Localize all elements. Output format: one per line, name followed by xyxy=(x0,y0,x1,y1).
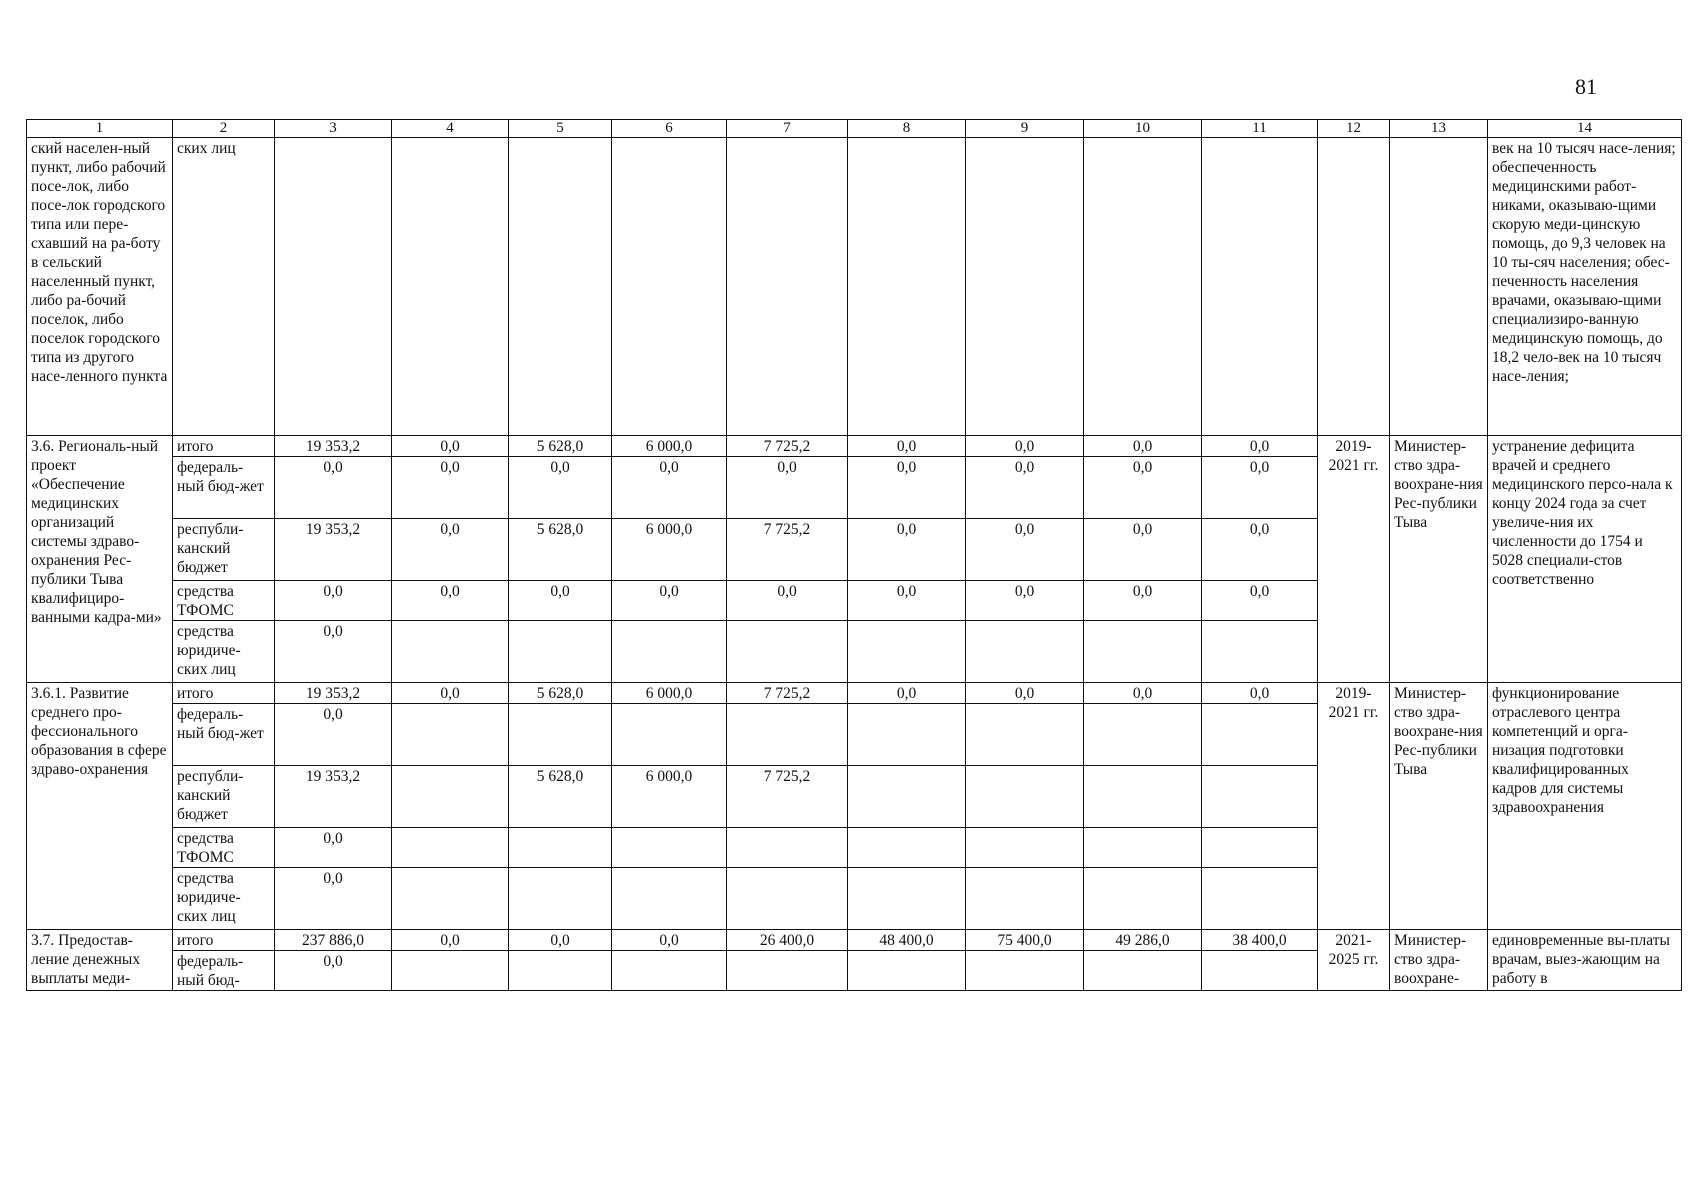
col-header: 7 xyxy=(727,120,848,138)
measure-name-cell: 3.7. Предостав-ление денежных выплаты меди- xyxy=(27,930,173,991)
amount-cell xyxy=(509,704,612,766)
amount-cell xyxy=(848,704,966,766)
amount-cell: 5 628,0 xyxy=(509,683,612,704)
amount-cell: 19 353,2 xyxy=(275,683,392,704)
amount-cell: 0,0 xyxy=(848,519,966,581)
amount-cell: 0,0 xyxy=(1202,436,1318,457)
amount-cell xyxy=(1202,704,1318,766)
amount-cell xyxy=(1202,621,1318,683)
funding-source-cell: средства юридиче-ских лиц xyxy=(173,868,275,930)
amount-cell xyxy=(966,704,1084,766)
result-cell: устранение дефицита врачей и среднего медицинского персо-нала к концу 2024 года за счет увеличе-ния их численности до 1754 и 5028 специали-стов соответственно xyxy=(1488,436,1682,683)
amount-cell xyxy=(1084,868,1202,930)
amount-cell: 0,0 xyxy=(612,581,727,621)
amount-cell: 0,0 xyxy=(1084,457,1202,519)
amount-cell xyxy=(509,868,612,930)
amount-cell: 0,0 xyxy=(509,930,612,951)
amount-cell: 0,0 xyxy=(1202,683,1318,704)
amount-cell: 0,0 xyxy=(275,828,392,868)
amount-cell xyxy=(966,868,1084,930)
funding-source-cell: итого xyxy=(173,683,275,704)
amount-cell: 0,0 xyxy=(509,457,612,519)
amount-cell xyxy=(392,868,509,930)
amount-cell xyxy=(966,621,1084,683)
amount-cell: 0,0 xyxy=(612,930,727,951)
amount-cell: 48 400,0 xyxy=(848,930,966,951)
amount-cell: 0,0 xyxy=(1084,436,1202,457)
funding-source-cell: федераль-ный бюд-жет xyxy=(173,704,275,766)
amount-cell: 6 000,0 xyxy=(612,766,727,828)
col-header: 8 xyxy=(848,120,966,138)
amount-cell xyxy=(966,951,1084,991)
amount-cell: 0,0 xyxy=(966,457,1084,519)
col-header: 2 xyxy=(173,120,275,138)
amount-cell: 0,0 xyxy=(848,581,966,621)
col-header: 3 xyxy=(275,120,392,138)
amount-cell xyxy=(966,766,1084,828)
amount-cell: 19 353,2 xyxy=(275,436,392,457)
amount-cell: 0,0 xyxy=(1084,519,1202,581)
amount-cell xyxy=(848,951,966,991)
col-header: 5 xyxy=(509,120,612,138)
amount-cell xyxy=(727,828,848,868)
amount-cell: 0,0 xyxy=(275,704,392,766)
amount-cell: 6 000,0 xyxy=(612,436,727,457)
amount-cell: 7 725,2 xyxy=(727,683,848,704)
amount-cell xyxy=(1202,828,1318,868)
amount-cell: 0,0 xyxy=(727,581,848,621)
amount-cell: 0,0 xyxy=(275,581,392,621)
amount-cell: 5 628,0 xyxy=(509,766,612,828)
amount-cell: 7 725,2 xyxy=(727,519,848,581)
funding-source-cell: средства ТФОМС xyxy=(173,828,275,868)
executor-cell: Министер-ство здра-воохране-ния Рес-публики Тыва xyxy=(1390,436,1488,683)
amount-cell: 0,0 xyxy=(392,519,509,581)
budget-table xyxy=(26,119,1682,991)
funding-source-cell: республи-канский бюджет xyxy=(173,519,275,581)
amount-cell xyxy=(392,951,509,991)
amount-cell xyxy=(392,621,509,683)
amount-cell xyxy=(1084,766,1202,828)
amount-cell: 0,0 xyxy=(966,581,1084,621)
col-header: 6 xyxy=(612,120,727,138)
amount-cell: 7 725,2 xyxy=(727,766,848,828)
funding-source-cell: республи-канский бюджет xyxy=(173,766,275,828)
amount-cell: 0,0 xyxy=(275,868,392,930)
funding-source-cell: федераль-ный бюд- xyxy=(173,951,275,991)
amount-cell: 0,0 xyxy=(392,930,509,951)
amount-cell xyxy=(392,704,509,766)
amount-cell: 19 353,2 xyxy=(275,766,392,828)
measure-name-cell: 3.6.1. Развитие среднего про-фессионального образования в сфере здраво-охранения xyxy=(27,683,173,930)
amount-cell: 0,0 xyxy=(392,457,509,519)
amount-cell xyxy=(1202,951,1318,991)
amount-cell: 0,0 xyxy=(1202,581,1318,621)
amount-cell: 0,0 xyxy=(1202,457,1318,519)
amount-cell: 0,0 xyxy=(1084,581,1202,621)
funding-source-cell: средства ТФОМС xyxy=(173,581,275,621)
amount-cell xyxy=(509,951,612,991)
column-number-row xyxy=(27,120,1682,138)
amount-cell xyxy=(1202,868,1318,930)
amount-cell: 0,0 xyxy=(848,683,966,704)
amount-cell xyxy=(1084,704,1202,766)
amount-cell xyxy=(1202,766,1318,828)
funding-source-cell: федераль-ный бюд-жет xyxy=(173,457,275,519)
amount-cell xyxy=(392,766,509,828)
amount-cell xyxy=(1084,828,1202,868)
amount-cell: 0,0 xyxy=(509,581,612,621)
amount-cell: 75 400,0 xyxy=(966,930,1084,951)
amount-cell xyxy=(727,704,848,766)
amount-cell: 0,0 xyxy=(966,519,1084,581)
amount-cell: 0,0 xyxy=(392,581,509,621)
result-cell: век на 10 тысяч насе-ления; обеспеченность медицинскими работ-никами, оказываю-щими скорую меди-цинскую помощь, до 9,3 человек на 10 ты-сяч населения; обес-печенность населения врачами, оказываю-щими специализиро-ванную медицинскую помощь, до 18,2 чело-век на 10 тысяч насе-ления; xyxy=(1488,138,1682,436)
funding-source-cell: итого xyxy=(173,436,275,457)
amount-cell xyxy=(848,621,966,683)
funding-source-cell: итого xyxy=(173,930,275,951)
measure-name-cell: 3.6. Региональ-ный проект «Обеспечение медицинских организаций системы здраво-охранения Рес-публики Тыва квалифициро-ванными кадра-ми» xyxy=(27,436,173,683)
amount-cell: 7 725,2 xyxy=(727,436,848,457)
amount-cell: 0,0 xyxy=(275,457,392,519)
amount-cell xyxy=(727,868,848,930)
amount-cell xyxy=(848,868,966,930)
amount-cell: 5 628,0 xyxy=(509,519,612,581)
amount-cell xyxy=(392,828,509,868)
col-header: 10 xyxy=(1084,120,1202,138)
funding-row xyxy=(27,436,1682,457)
amount-cell xyxy=(612,868,727,930)
amount-cell xyxy=(509,828,612,868)
amount-cell: 0,0 xyxy=(275,951,392,991)
col-header: 9 xyxy=(966,120,1084,138)
funding-source-cell: ских лиц xyxy=(173,138,275,436)
amount-cell: 0,0 xyxy=(392,436,509,457)
amount-cell: 0,0 xyxy=(848,436,966,457)
amount-cell: 0,0 xyxy=(966,683,1084,704)
amount-cell: 0,0 xyxy=(848,457,966,519)
years-cell: 2021-2025 гг. xyxy=(1318,930,1390,991)
years-cell: 2019-2021 гг. xyxy=(1318,436,1390,683)
amount-cell: 0,0 xyxy=(727,457,848,519)
amount-cell: 0,0 xyxy=(966,436,1084,457)
amount-cell: 0,0 xyxy=(1202,519,1318,581)
amount-cell: 0,0 xyxy=(275,621,392,683)
continued-row xyxy=(27,138,1682,436)
col-header: 1 xyxy=(27,120,173,138)
amount-cell xyxy=(966,828,1084,868)
amount-cell xyxy=(612,828,727,868)
amount-cell xyxy=(509,621,612,683)
amount-cell: 0,0 xyxy=(1084,683,1202,704)
amount-cell: 19 353,2 xyxy=(275,519,392,581)
amount-cell xyxy=(612,621,727,683)
funding-row xyxy=(27,930,1682,951)
col-header: 4 xyxy=(392,120,509,138)
funding-source-cell: средства юридиче-ских лиц xyxy=(173,621,275,683)
amount-cell: 26 400,0 xyxy=(727,930,848,951)
result-cell: единовременные вы-платы врачам, выез-жающим на работу в xyxy=(1488,930,1682,991)
amount-cell: 0,0 xyxy=(612,457,727,519)
col-header: 11 xyxy=(1202,120,1318,138)
amount-cell: 0,0 xyxy=(392,683,509,704)
amount-cell: 237 886,0 xyxy=(275,930,392,951)
executor-cell: Министер-ство здра-воохране-ния Рес-публики Тыва xyxy=(1390,683,1488,930)
amount-cell xyxy=(848,766,966,828)
col-header: 12 xyxy=(1318,120,1390,138)
amount-cell: 6 000,0 xyxy=(612,683,727,704)
amount-cell: 49 286,0 xyxy=(1084,930,1202,951)
funding-row xyxy=(27,683,1682,704)
amount-cell xyxy=(612,704,727,766)
amount-cell xyxy=(612,951,727,991)
executor-cell: Министер-ство здра-воохране- xyxy=(1390,930,1488,991)
amount-cell xyxy=(1084,621,1202,683)
page-number: 81 xyxy=(1575,74,1597,99)
amount-cell: 5 628,0 xyxy=(509,436,612,457)
col-header: 14 xyxy=(1488,120,1682,138)
amount-cell xyxy=(848,828,966,868)
amount-cell xyxy=(727,621,848,683)
result-cell: функционирование отраслевого центра компетенций и орга-низация подготовки квалифицированных кадров для системы здравоохранения xyxy=(1488,683,1682,930)
amount-cell: 38 400,0 xyxy=(1202,930,1318,951)
amount-cell xyxy=(727,951,848,991)
amount-cell: 6 000,0 xyxy=(612,519,727,581)
col-header: 13 xyxy=(1390,120,1488,138)
measure-name-cell: ский населен-ный пункт, либо рабочий посе-лок, либо посе-лок городского типа или пере-схавший на ра-боту в сельский населенный пункт, либо ра-бочий поселок, либо поселок городского типа из другого насе-ленного пункта xyxy=(27,138,173,436)
years-cell: 2019-2021 гг. xyxy=(1318,683,1390,930)
amount-cell xyxy=(1084,951,1202,991)
